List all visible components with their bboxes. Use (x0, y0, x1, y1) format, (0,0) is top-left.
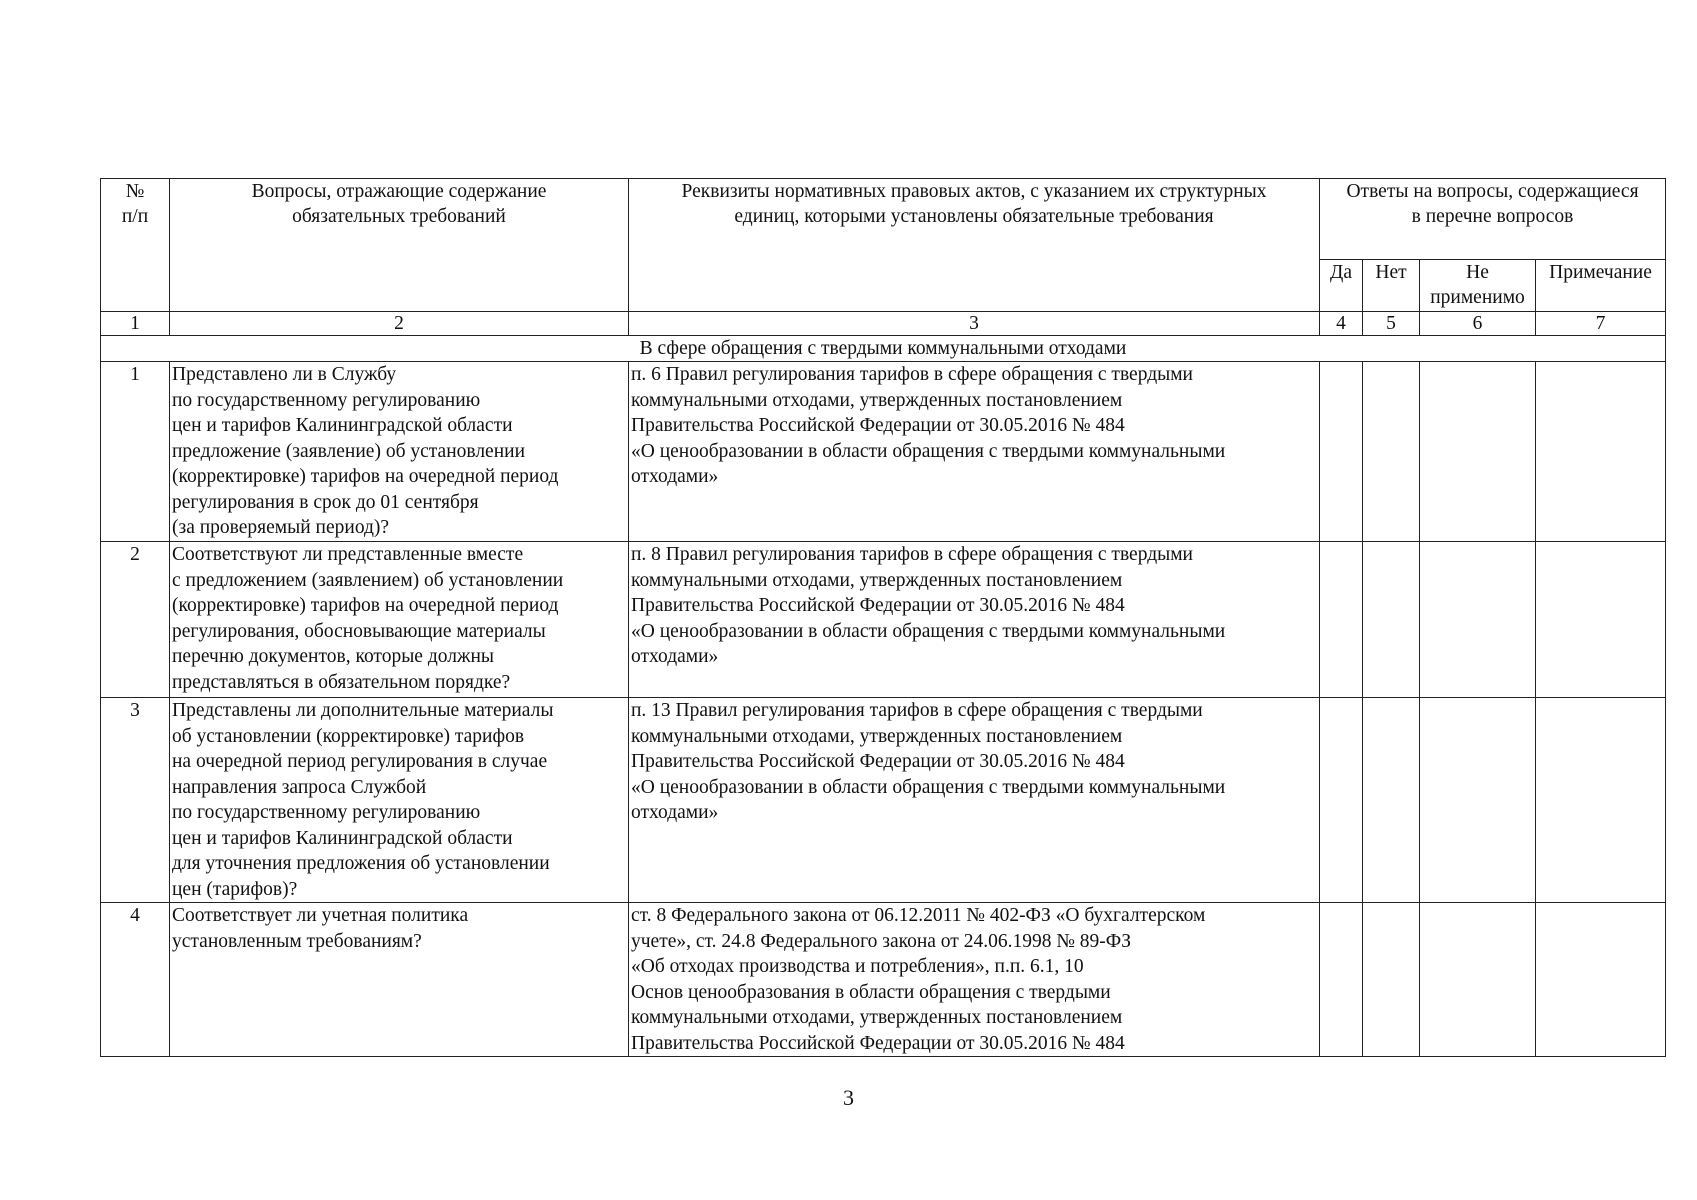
row-question: Представлено ли в Службу по государственному регулированию цен и тарифов Калининградской области предложение (заявление) об установлении (корректировке) тарифов на очередной период регулирования в срок до 01 сентября (за проверяемый период)? (170, 362, 629, 542)
section-row (101, 336, 1666, 362)
row-question: Представлены ли дополнительные материалы об установлении (корректировке) тарифов на очередной период регулирования в случае направления запроса Службой по государственному регулированию цен и тарифов Калининградской области для уточнения предложения об установлении цен (тарифов)? (170, 698, 629, 903)
answer-yes-cell[interactable] (1320, 903, 1363, 1057)
answer-no-cell[interactable] (1363, 362, 1420, 542)
answer-yes-cell[interactable] (1320, 362, 1363, 542)
column-number: 1 (101, 312, 170, 336)
header-row-top (101, 179, 1666, 260)
header-no: Нет (1363, 260, 1420, 312)
row-number: 2 (101, 542, 170, 698)
row-requisites: п. 6 Правил регулирования тарифов в сфере обращения с твердыми коммунальными отходами, утвержденных постановлением Правительства Российской Федерации от 30.05.2016 № 484 «О ценообразовании в области обращения с твердыми коммунальными отходами» (629, 362, 1320, 542)
column-number: 2 (170, 312, 629, 336)
table-row (101, 903, 1666, 1057)
answer-no-cell[interactable] (1363, 698, 1420, 903)
row-question: Соответствует ли учетная политика установленным требованиям? (170, 903, 629, 1057)
table-row (101, 698, 1666, 903)
answer-not-applicable-cell[interactable] (1420, 903, 1536, 1057)
column-number: 3 (629, 312, 1320, 336)
header-note: Примечание (1536, 260, 1666, 312)
answer-not-applicable-cell[interactable] (1420, 698, 1536, 903)
row-requisites: п. 8 Правил регулирования тарифов в сфере обращения с твердыми коммунальными отходами, утвержденных постановлением Правительства Российской Федерации от 30.05.2016 № 484 «О ценообразовании в области обращения с твердыми коммунальными отходами» (629, 542, 1320, 698)
answer-not-applicable-cell[interactable] (1420, 362, 1536, 542)
row-number: 4 (101, 903, 170, 1057)
answer-note-cell[interactable] (1536, 542, 1666, 698)
column-number: 4 (1320, 312, 1363, 336)
answer-not-applicable-cell[interactable] (1420, 542, 1536, 698)
header-yes: Да (1320, 260, 1363, 312)
answer-no-cell[interactable] (1363, 542, 1420, 698)
page-number: 3 (843, 1085, 854, 1110)
header-requisites: Реквизиты нормативных правовых актов, с указанием их структурных единиц, которыми установлены обязательные требования (629, 179, 1320, 312)
row-question: Соответствуют ли представленные вместе с предложением (заявлением) об установлении (корректировке) тарифов на очередной период регулирования, обосновывающие материалы перечню документов, которые должны представляться в обязательном порядке? (170, 542, 629, 698)
column-number-row (101, 312, 1666, 336)
section-title: В сфере обращения с твердыми коммунальными отходами (101, 336, 1666, 362)
answer-note-cell[interactable] (1536, 698, 1666, 903)
header-answers: Ответы на вопросы, содержащиеся в перечне вопросов (1320, 179, 1666, 260)
answer-yes-cell[interactable] (1320, 698, 1363, 903)
answer-no-cell[interactable] (1363, 903, 1420, 1057)
row-requisites: ст. 8 Федерального закона от 06.12.2011 № 402-ФЗ «О бухгалтерском учете», ст. 24.8 Федерального закона от 24.06.1998 № 89-ФЗ «Об отходах производства и потребления», п.п. 6.1, 10 Основ ценообразования в области обращения с твердыми коммунальными отходами, утвержденных постановлением Правительства Российской Федерации от 30.05.2016 № 484 (629, 903, 1320, 1057)
row-number: 1 (101, 362, 170, 542)
answer-note-cell[interactable] (1536, 903, 1666, 1057)
row-requisites: п. 13 Правил регулирования тарифов в сфере обращения с твердыми коммунальными отходами, утвержденных постановлением Правительства Российской Федерации от 30.05.2016 № 484 «О ценообразовании в области обращения с твердыми коммунальными отходами» (629, 698, 1320, 903)
header-not-applicable: Не применимо (1420, 260, 1536, 312)
column-number: 6 (1420, 312, 1536, 336)
header-question: Вопросы, отражающие содержание обязательных требований (170, 179, 629, 312)
header-num: № п/п (101, 179, 170, 312)
checklist-table (100, 178, 1666, 1057)
answer-note-cell[interactable] (1536, 362, 1666, 542)
row-number: 3 (101, 698, 170, 903)
table-row (101, 362, 1666, 542)
column-number: 5 (1363, 312, 1420, 336)
table-row (101, 542, 1666, 698)
answer-yes-cell[interactable] (1320, 542, 1363, 698)
column-number: 7 (1536, 312, 1666, 336)
